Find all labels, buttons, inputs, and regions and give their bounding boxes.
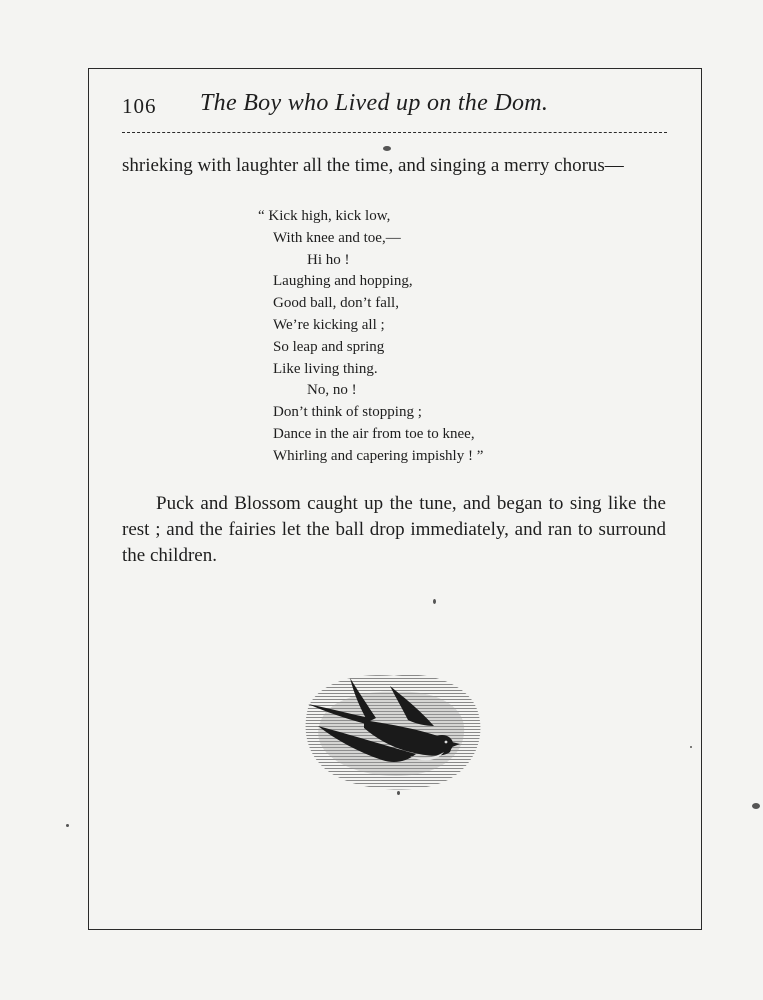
running-head	[122, 90, 667, 124]
song-line: Laughing and hopping,	[273, 273, 413, 290]
header-rule	[122, 132, 667, 133]
scan-speck	[752, 803, 760, 809]
song-line: Hi ho !	[307, 251, 350, 268]
running-title: The Boy who Lived up on the Dom.	[200, 90, 549, 116]
song-verse	[258, 206, 483, 468]
song-line: So leap and spring	[273, 338, 385, 355]
song-line: Dance in the air from toe to knee,	[273, 425, 475, 442]
scan-speck	[383, 146, 391, 151]
scan-speck	[433, 599, 436, 604]
scan-speck	[690, 746, 692, 748]
song-line: Whirling and capering impishly ! ”	[273, 447, 484, 464]
song-line: Good ball, don’t fall,	[273, 295, 399, 312]
song-line: No, no !	[307, 382, 357, 399]
song-line: Don’t think of stopping ;	[273, 404, 422, 421]
swallow-engraving-icon	[298, 668, 486, 796]
paragraph-top: shrieking with laughter all the time, and singing a merry chorus—	[122, 155, 624, 176]
scan-speck	[66, 824, 69, 827]
song-line: “ Kick high, kick low,	[258, 208, 391, 224]
page-number: 106	[122, 94, 157, 118]
song-line: We’re kicking all ;	[273, 316, 385, 333]
song-line: Like living thing.	[273, 360, 378, 377]
paragraph-bottom: Puck and Blossom caught up the tune, and began to sing like the rest ; and the fairies let the ball drop immediately, and ran to surround the children.	[122, 493, 666, 566]
scan-speck	[397, 791, 400, 795]
song-line: With knee and toe,—	[273, 229, 401, 246]
